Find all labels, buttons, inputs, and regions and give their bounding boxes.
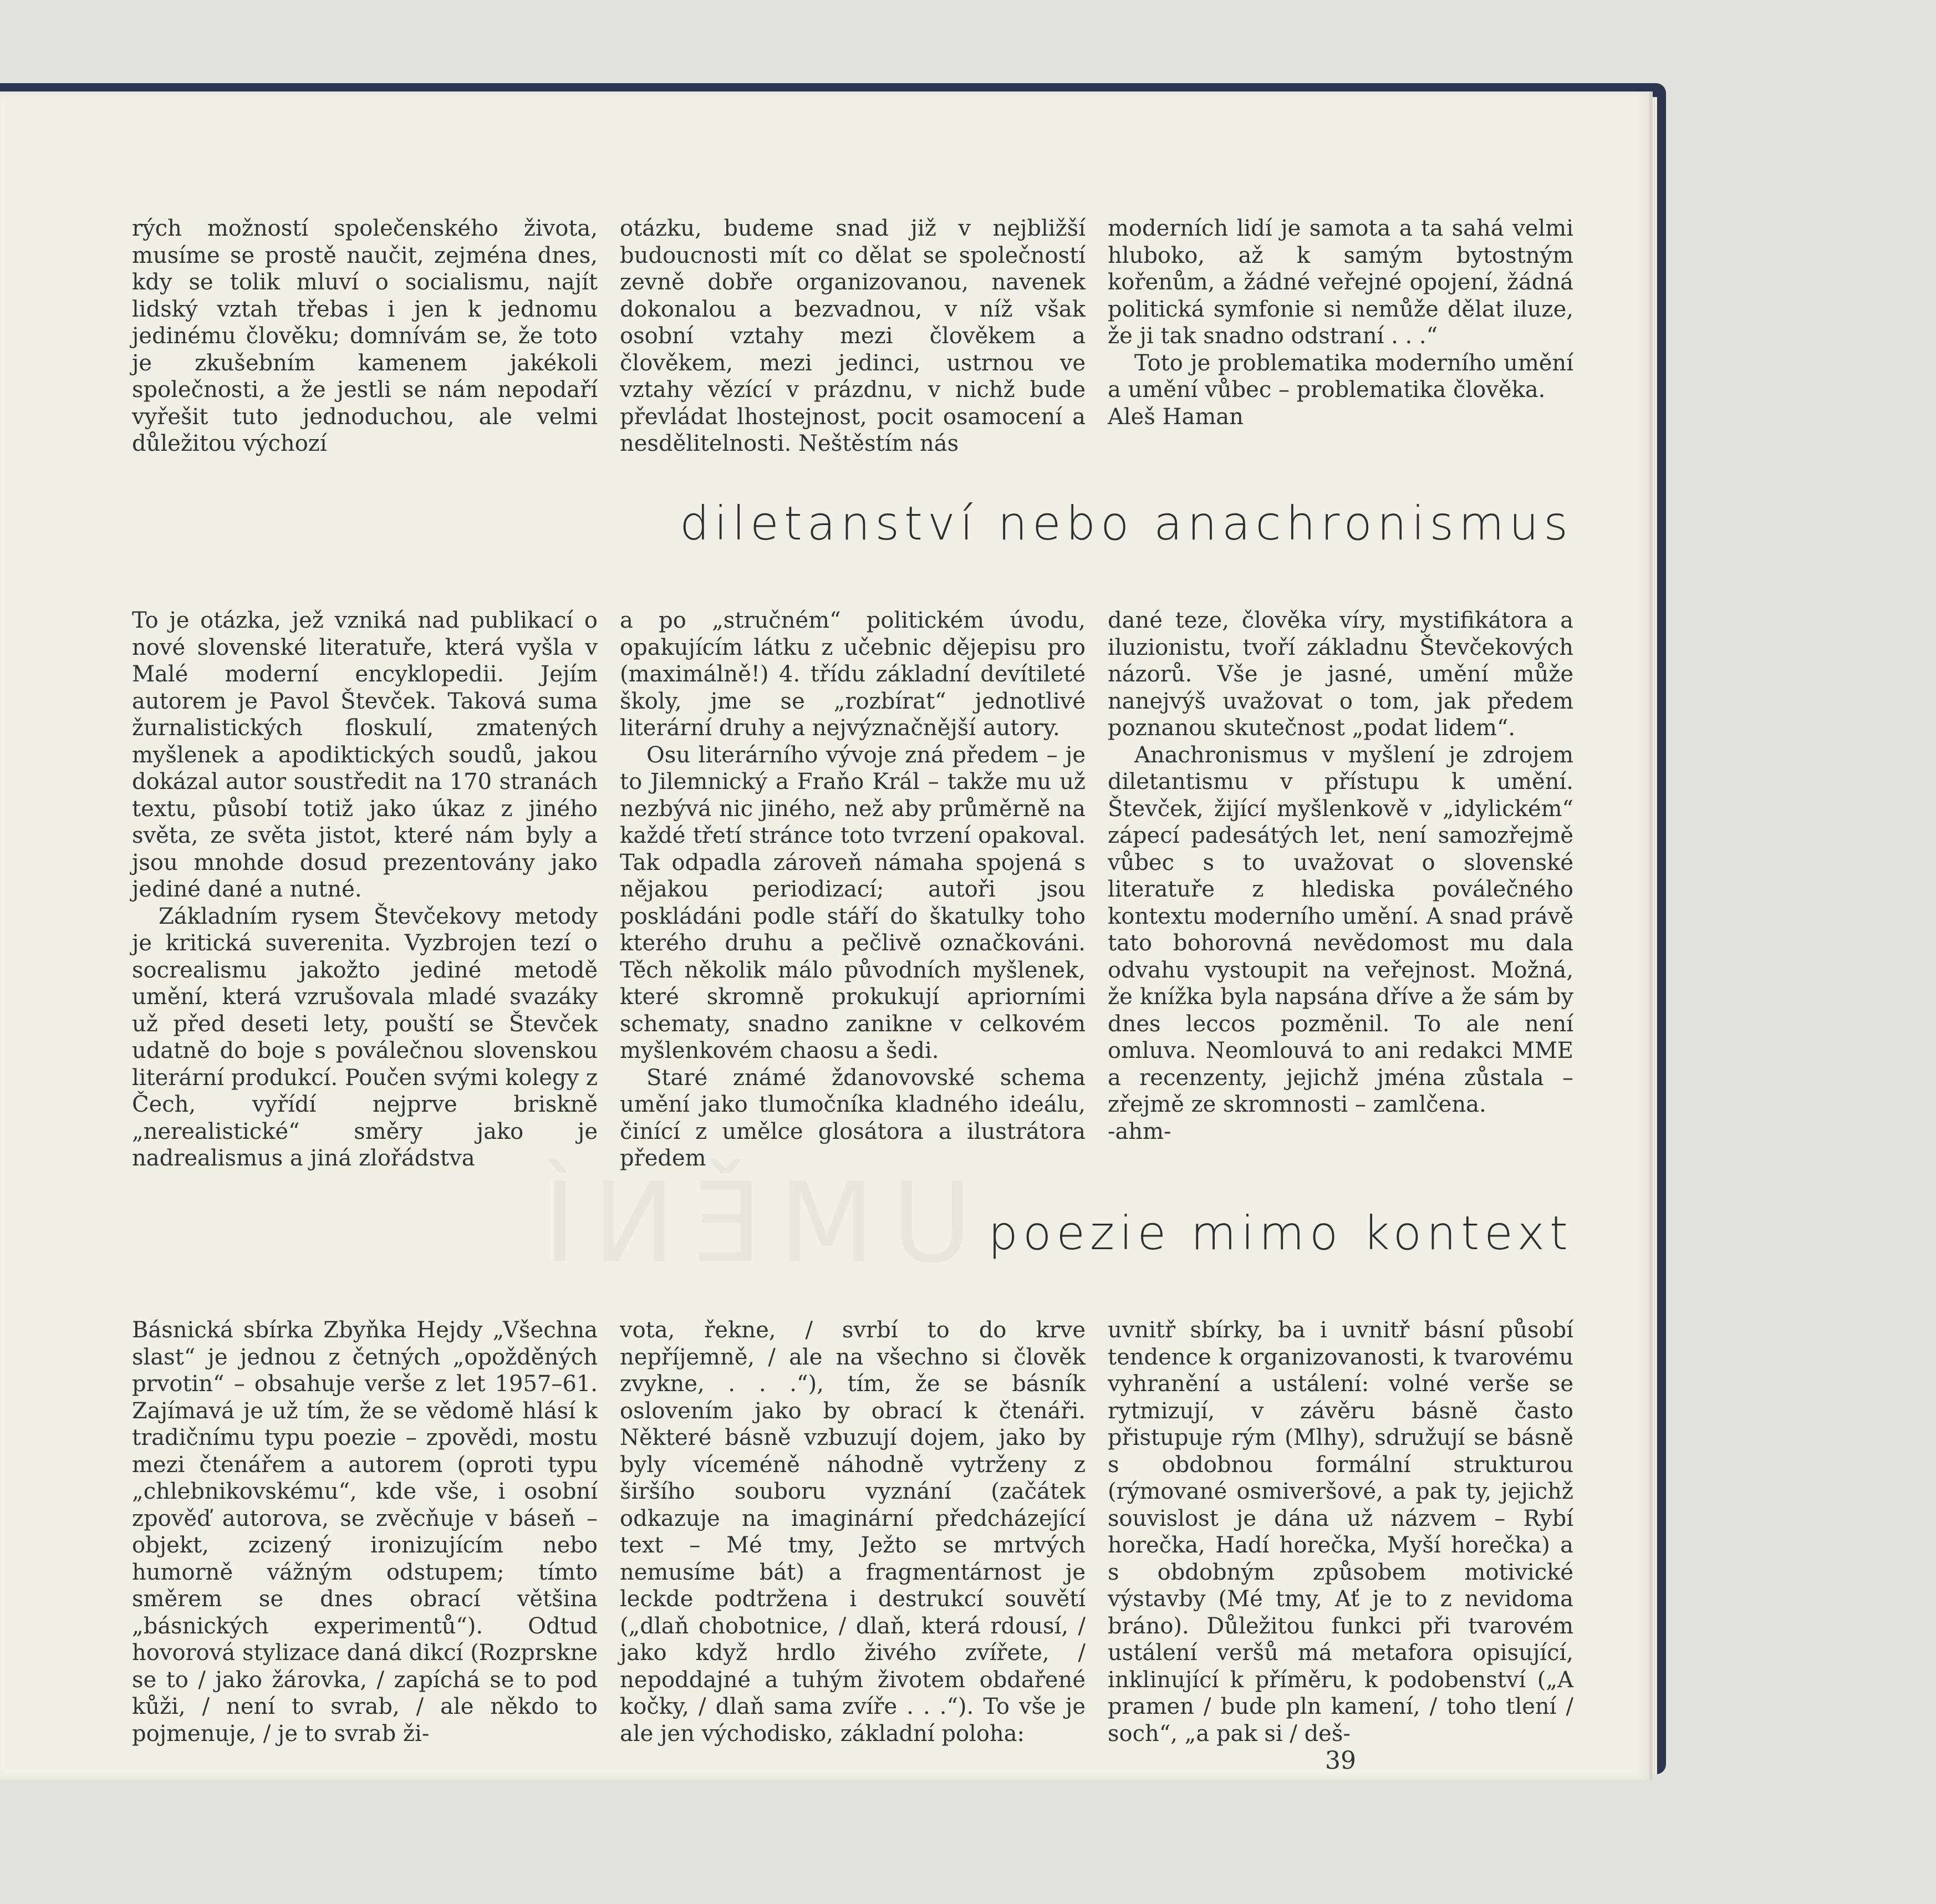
author-signature: Aleš Haman xyxy=(1108,404,1244,430)
section-3-column-1 xyxy=(132,1317,598,1747)
article-title: diletanství nebo anachronismus xyxy=(680,496,1573,551)
section-2-column-1 xyxy=(132,607,598,1172)
paragraph: uvnitř sbírky, ba i uvnitř básní působí tendence k organizovanosti, k tvarovému vyhranění a ustálení: volné verše se rytmizují, v závěru básně často přistupuje rým (Mlhy), sdružují se básně s obdobnou formální strukturou (rýmované osmiveršové, a pak ty, jejichž souvislost je dána už názvem – Rybí horečka, Hadí horečka, Myší horečka) a s obdobným způsobem motivické výstavby (Mé tmy, Ať je to z nevidoma bráno). Důležitou funkci při tvarovém ustálení veršů má metafora opisující, inklinující k příměru, k podobenství („A pramen / bude pln kamení, / toho tlení / soch“, „a pak si / deš- xyxy=(1108,1317,1573,1747)
paragraph: Toto je problematika moderního umění a umění vůbec – problematika člověka. xyxy=(1108,350,1573,403)
paragraph: Osu literárního vývoje zná předem – je to Jilemnický a Fraňo Král – takže mu už nezbývá nic jiného, než aby průměrně na každé třetí stránce toto tvrzení opakoval. Tak odpadla zároveň námaha spojená s nějakou periodizací; autoři jsou poskládáni podle stáří do škatulky toho kterého druhu a pečlivě označkováni. Těch několik málo původních myšlenek, které skromně prokukují apriorními schematy, snadno zanikne v celkovém myšlenkovém chaosu a šedi. xyxy=(620,742,1086,1063)
section-3-column-2 xyxy=(620,1317,1086,1747)
paragraph: rých možností společenského života, musíme se prostě naučit, zejména dnes, kdy se tolik mluví o socialismu, najít lidský vztah třebas i jen k jednomu jedinému člověku; domnívám se, že toto je zkušebním kamenem jakékoli společnosti, a že jestli se nám nepodaří vyřešit tuto jednoduchou, ale velmi důležitou výchozí xyxy=(132,216,598,456)
paragraph: moderních lidí je samota a ta sahá velmi hluboko, až k samým bytostným kořenům, a žádné veřejné opojení, žádná politická symfonie si nemůže dělat iluze, že ji tak snadno odstraní . . .“ xyxy=(1108,216,1573,349)
section-1-column-1 xyxy=(132,215,598,457)
paragraph: otázku, budeme snad již v nejbližší budoucnosti mít co dělat se společností zevně dobře organizovanou, navenek dokonalou a bezvadnou, v níž však osobní vztahy mezi člověkem a člověkem, mezi jedinci, ustrnou ve vztahy vězící v prázdnu, v nichž bude převládat lhostejnost, pocit osamocení a nesdělitelnosti. Neštěstím nás xyxy=(620,216,1086,456)
paragraph: vota, řekne, / svrbí to do krve nepříjemně, / ale na všechno si člověk zvykne, . . .“), tím, že se básník oslovením jako by obrací k čtenáři. Některé básně vzbuzují dojem, jako by byly víceméně náhodně vytrženy z širšího souboru vyznání (začátek odkazuje na imaginární předcházející text – Mé tmy, Ježto se mrtvých nemusíme bát) a fragmentárnost je leckde podtržena i destrukcí souvětí („dlaň chobotnice, / dlaň, která rdousí, / jako když hrdlo živého zvířete, / nepoddajné a tuhým životem obdařené kočky, / dlaň sama zvíře . . .“). To vše je ale jen východisko, základní poloha: xyxy=(620,1317,1086,1747)
section-2-column-3 xyxy=(1108,607,1573,1172)
article-title: poezie mimo kontext xyxy=(988,1206,1573,1260)
section-1-column-3 xyxy=(1108,215,1573,457)
paragraph: a po „stručném“ politickém úvodu, opakujícím látku z učebnic dějepisu pro (maximálně!) 4. třídu základní devítileté školy, jme se „rozbírat“ jednotlivé literární druhy a nejvýznačnější autory. xyxy=(620,608,1086,741)
section-1-column-2 xyxy=(620,215,1086,457)
author-signature: -ahm- xyxy=(1108,1118,1171,1144)
section-3-text xyxy=(132,1317,1573,1747)
page-number: 39 xyxy=(1325,1747,1356,1775)
paragraph: Anachronismus v myšlení je zdrojem diletantismu v přístupu k umění. Števček, žijící myšlenkově v „idylickém“ zápecí padesátých let, není samozřejmě vůbec s to uvažovat o slovenské literatuře z hlediska poválečného kontextu moderního umění. A snad právě tato bohorovná nevědomost mu dala odvahu vystoupit na veřejnost. Možná, že knížka byla napsána dříve a že sám by dnes leccos pozměnil. To ale není omluva. Neomlouvá to ani redakci MME a recenzenty, jejichž jména zůstala – zřejmě ze skromnosti – zamlčena. xyxy=(1108,742,1573,1117)
section-2-column-2 xyxy=(620,607,1086,1172)
paragraph: Základním rysem Števčekovy metody je kritická suverenita. Vyzbrojen tezí o socrealismu jakožto jediné metodě umění, která vzrušovala mladé svazáky už před deseti lety, pouští se Števček udatně do boje s poválečnou slovenskou literární produkcí. Poučen svými kolegy z Čech, vyřídí nejprve briskně „nerealistické“ směry jako je nadrealismus a jiná zlořádstva xyxy=(132,903,598,1171)
paragraph: Staré známé ždanovovské schema umění jako tlumočníka kladného ideálu, činící z umělce glosátora a ilustrátora předem xyxy=(620,1065,1086,1171)
section-1-text xyxy=(132,215,1573,457)
section-2-text xyxy=(132,607,1573,1172)
show-through-text xyxy=(527,1159,972,1288)
paragraph: To je otázka, jež vzniká nad publikací o nové slovenské literatuře, která vyšla v Malé moderní encyklopedii. Jejím autorem je Pavol Števček. Taková suma žurnalistických floskulí, zmatených myšlenek a apodiktických soudů, jakou dokázal autor soustředit na 170 stranách textu, působí totiž jako úkaz z jiného světa, ze světa jistot, které nám byly a jsou mnohde dosud prezentovány jako jediné dané a nutné. xyxy=(132,608,598,902)
paragraph: Básnická sbírka Zbyňka Hejdy „Všechna slast“ je jednou z četných „opožděných prvotin“ – obsahuje verše z let 1957–61. Zajímavá je už tím, že se vědomě hlásí k tradičnímu typu poezie – zpovědi, mostu mezi čtenářem a autorem (oproti typu „chlebnikovskému“, kde vše, i osobní zpověď autorova, se zvěcňuje v báseň – objekt, zcizený ironizujícím nebo humorně vážným odstupem; tímto směrem se dnes obrací většina „básnických experimentů“). Odtud hovorová stylizace daná dikcí (Rozprskne se to / jako žárovka, / zapíchá se to pod kůži, / není to svrab, / ale někdo to pojmenuje, / je to svrab ži- xyxy=(132,1317,598,1747)
section-3-column-3 xyxy=(1108,1317,1573,1747)
paragraph: dané teze, člověka víry, mystifikátora a iluzionistu, tvoří základnu Števčekových názorů. Vše je jasné, umění může nanejvýš uvažovat o tom, jak předem poznanou skutečnost „podat lidem“. xyxy=(1108,608,1573,741)
